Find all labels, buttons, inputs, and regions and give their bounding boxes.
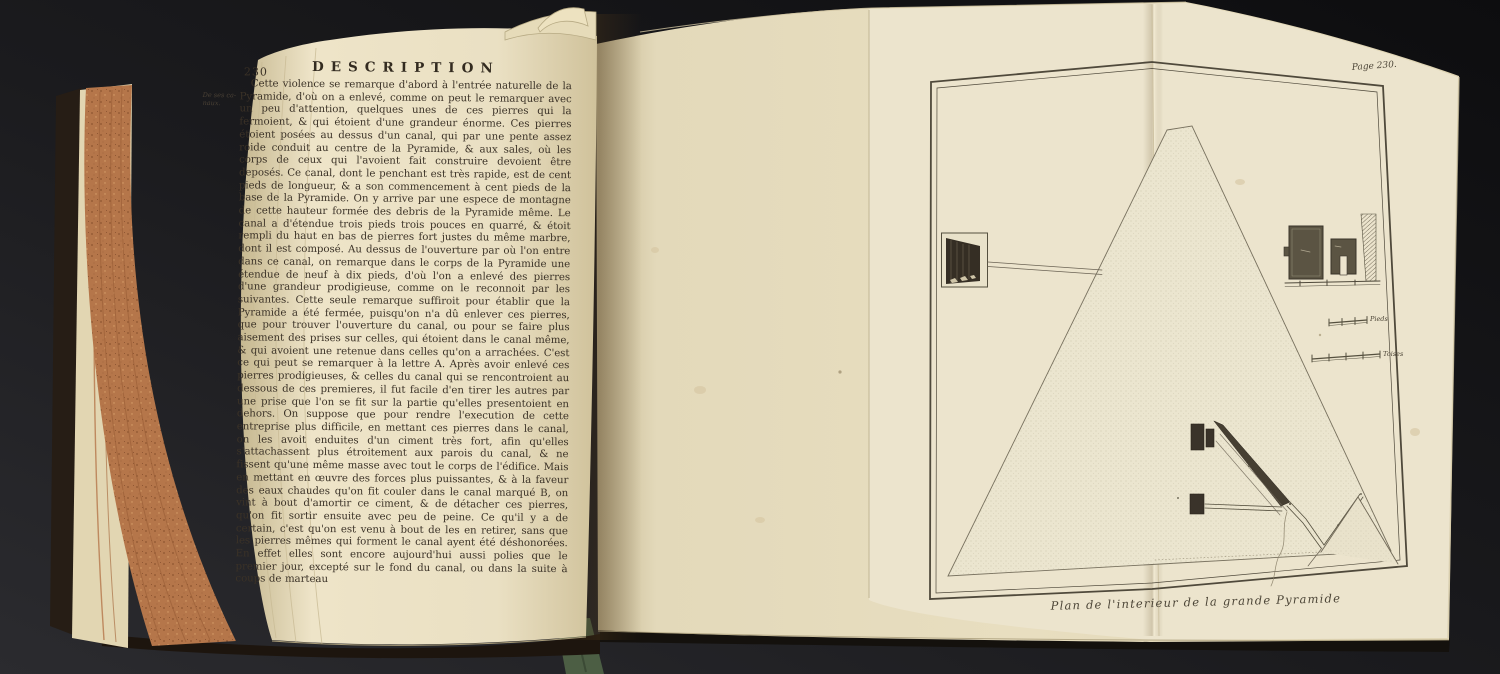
scale-label-toises: Toises (1383, 350, 1404, 358)
kings-chamber (1191, 424, 1204, 450)
plate-caption: Plan de l'interieur de la grande Pyramide (1050, 591, 1342, 613)
queens-chamber (1190, 494, 1204, 514)
margin-note: De ses ca- naux. (202, 90, 237, 107)
antechamber (1206, 429, 1214, 447)
body-text: Cette violence se remarque d'abord à l'entrée naturelle de la Pyramide, d'où on a enlevé, comme on peut le remarquer avec un peu d'attention, quelques unes de ces pierres qui la fermoient, & qui étoient d'une grandeur énorme. Ces pierres étoient posées au dessus d'un canal, qui par une pente assez roide conduit au centre de la Pyramide, & aux sales, où les corps de ceux qui l'avoient fait construire devoient être deposés. Ce canal, dont le penchant est très rapide, est de cent pieds de longueur, & a son commencement à cent pieds de la base de la Pyramide. On y arrive par une espece de montagne de cette hauteur formée des debris de la Pyramide même. Le canal a d'étendue trois pieds trois pouces en quarré, & étoit rempli du haut en bas de pierres fort justes du même marbre, dont il est composé. Au dessus de l'ouverture par où l'on entre dans ce canal, on remarque dans le corps de la Pyramide une étendue de neuf à dix pieds, d'où l'on a enlevé des pierres d'une grandeur prodigieuse, comme on le reconnoit par les suivantes. Cette seule remarque suffiroit pour établir que la Pyramide a été fermée, puisqu'on n'a dû enlever ces pierres, que pour trouver l'ouverture du canal, ou pour se faire plus aisement des prises sur celles, qui étoient dans le canal même, & qui avoient une retenue dans celles qu'on a arrachées. C'est ce qui peut se remarquer à la lettre A. Après avoir enlevé ces pierres prodigieuses, & celles du canal qui se rencontroient au dessous de ces premieres, il fut facile d'en tirer les autres par une prise que l'on se fit sur la partie qu'elles presentoient en dehors. On suppose que pour rendre l'execution de cette entreprise plus difficile, en mettant ces pierres dans le canal, on les avoit enduites d'un ciment très fort, afin qu'elles s'attachassent plus étroitement aux parois du canal, & ne fissent qu'une même masse avec tout le corps de l'édifice. Mais en mettant en œuvre des forces plus puissantes, & à la faveur des eaux chaudes qu'on fit couler dans le canal marqué B, on vint à bout d'amortir ce ciment, & de détacher ces pierres, qu'on fit sortir ensuite avec peu de peine. Ce qu'il y a de certain, c'est qu'on est venu à bout de les en retirer, sans que les pierres mêmes qui forment le canal ayent été déshonorées. En effet elles sont encore aujourd'hui aussi polies que le premier jour, excepté sur le fond du canal, ou dans la suite à coups de marteau (235, 78, 572, 586)
page-number: 230 (243, 65, 268, 79)
scale-label-pieds: Pieds (1370, 315, 1388, 323)
page-header (240, 56, 572, 81)
left-page-text (198, 56, 575, 589)
plate-ref: Page 230. (1351, 59, 1398, 73)
running-header: DESCRIPTION (312, 58, 500, 77)
